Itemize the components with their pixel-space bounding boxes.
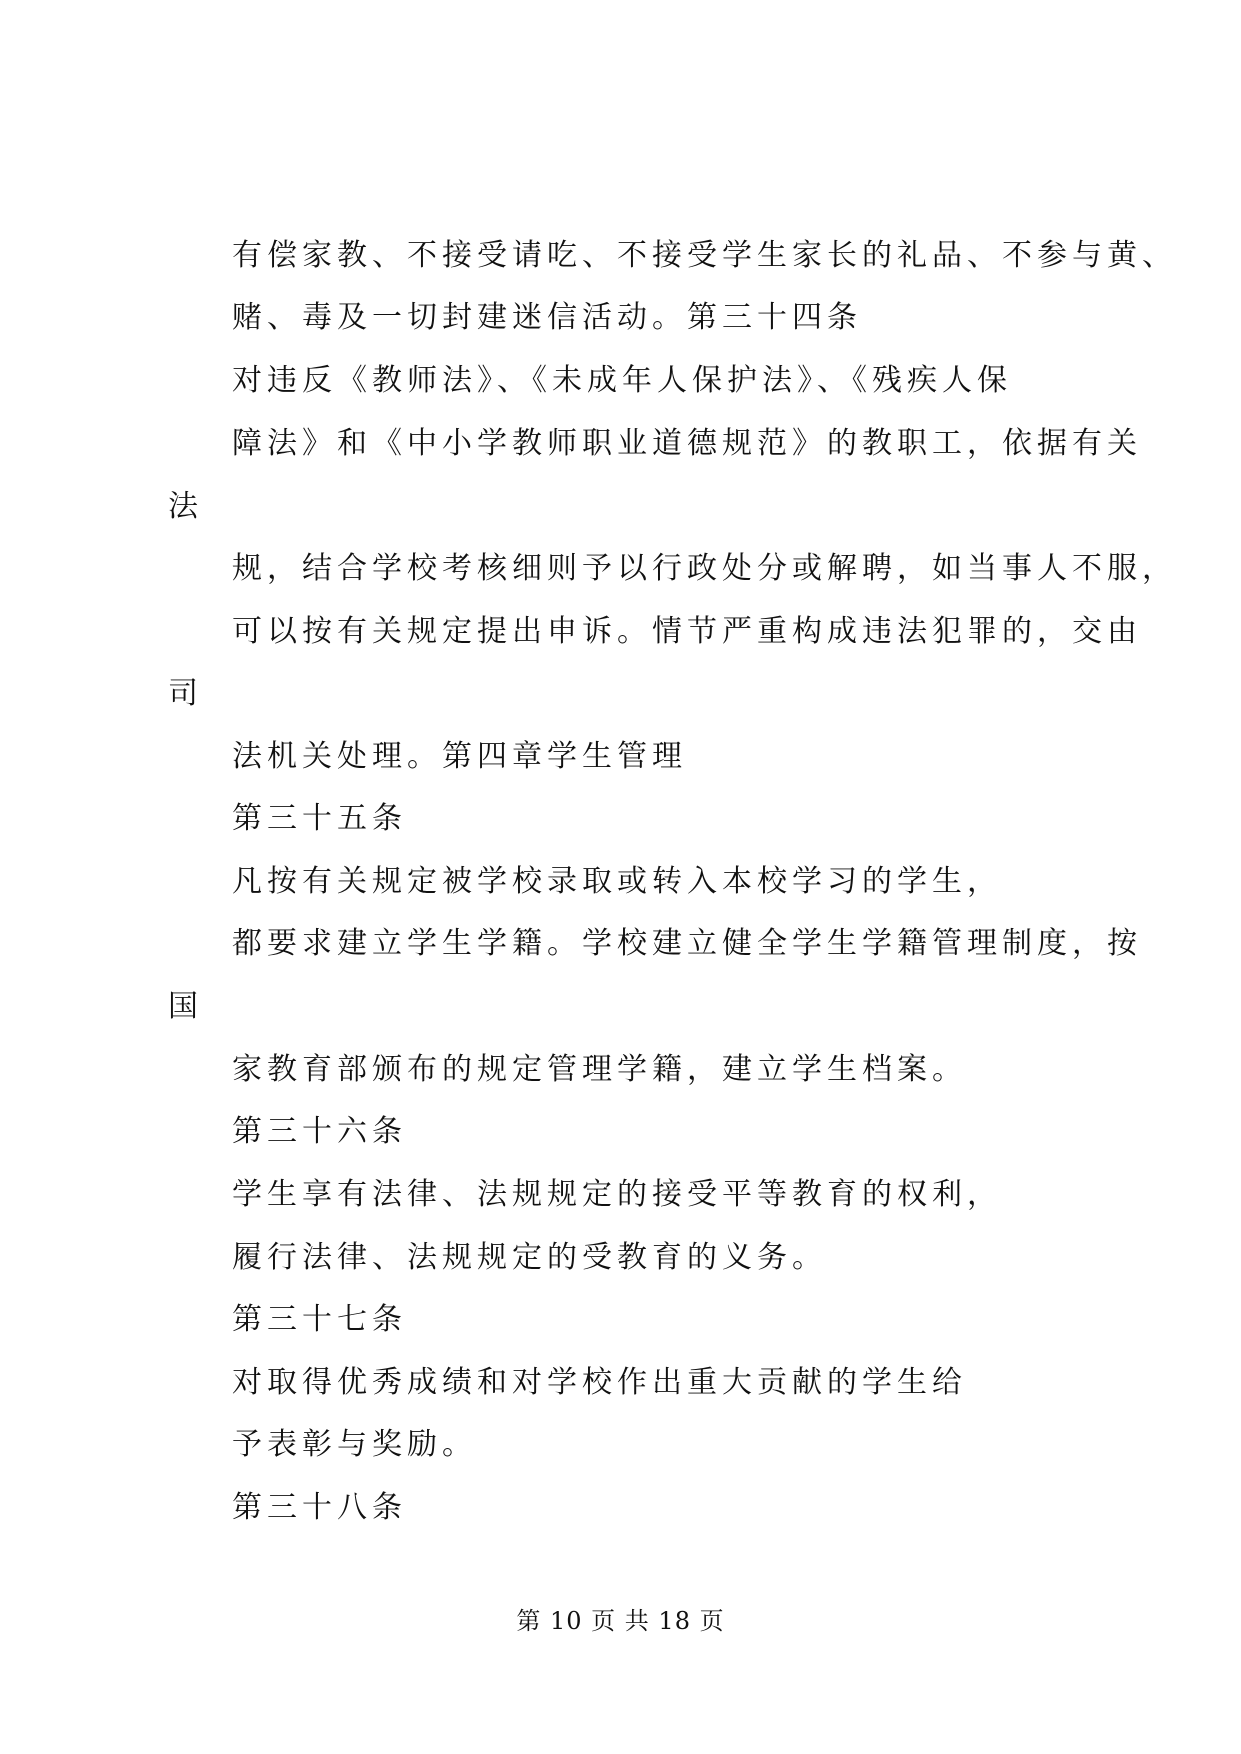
text-line: 对取得优秀成绩和对学校作出重大贡献的学生给 xyxy=(232,1365,967,1400)
text-line: 司 xyxy=(168,676,203,711)
article-heading: 第三十六条 xyxy=(232,1114,407,1149)
text-line: 有偿家教、不接受请吃、不接受学生家长的礼品、不参与黄、 xyxy=(232,238,1177,273)
text-line: 可以按有关规定提出申诉。情节严重构成违法犯罪的，交由 xyxy=(232,614,1142,649)
page-number-footer: 第 10 页 共 18 页 xyxy=(516,1607,725,1635)
text-line: 凡按有关规定被学校录取或转入本校学习的学生， xyxy=(232,864,1002,899)
article-heading: 第三十五条 xyxy=(232,801,407,836)
text-line: 赌、毒及一切封建迷信活动。第三十四条 xyxy=(232,300,862,335)
text-line: 学生享有法律、法规规定的接受平等教育的权利， xyxy=(232,1177,1002,1212)
text-line: 履行法律、法规规定的受教育的义务。 xyxy=(232,1240,827,1275)
article-heading: 第三十八条 xyxy=(232,1490,407,1525)
text-line: 规，结合学校考核细则予以行政处分或解聘，如当事人不服， xyxy=(232,551,1177,586)
text-line: 家教育部颁布的规定管理学籍，建立学生档案。 xyxy=(232,1052,967,1087)
text-line: 障法》和《中小学教师职业道德规范》的教职工，依据有关 xyxy=(232,426,1142,461)
text-line: 法 xyxy=(168,489,203,524)
article-heading: 第三十七条 xyxy=(232,1302,407,1337)
text-line: 都要求建立学生学籍。学校建立健全学生学籍管理制度，按 xyxy=(232,926,1142,961)
text-line: 予表彰与奖励。 xyxy=(232,1427,477,1462)
text-line: 法机关处理。第四章学生管理 xyxy=(232,739,687,774)
text-line: 国 xyxy=(168,989,203,1024)
text-line: 对违反《教师法》、《未成年人保护法》、《残疾人保 xyxy=(232,363,1012,398)
